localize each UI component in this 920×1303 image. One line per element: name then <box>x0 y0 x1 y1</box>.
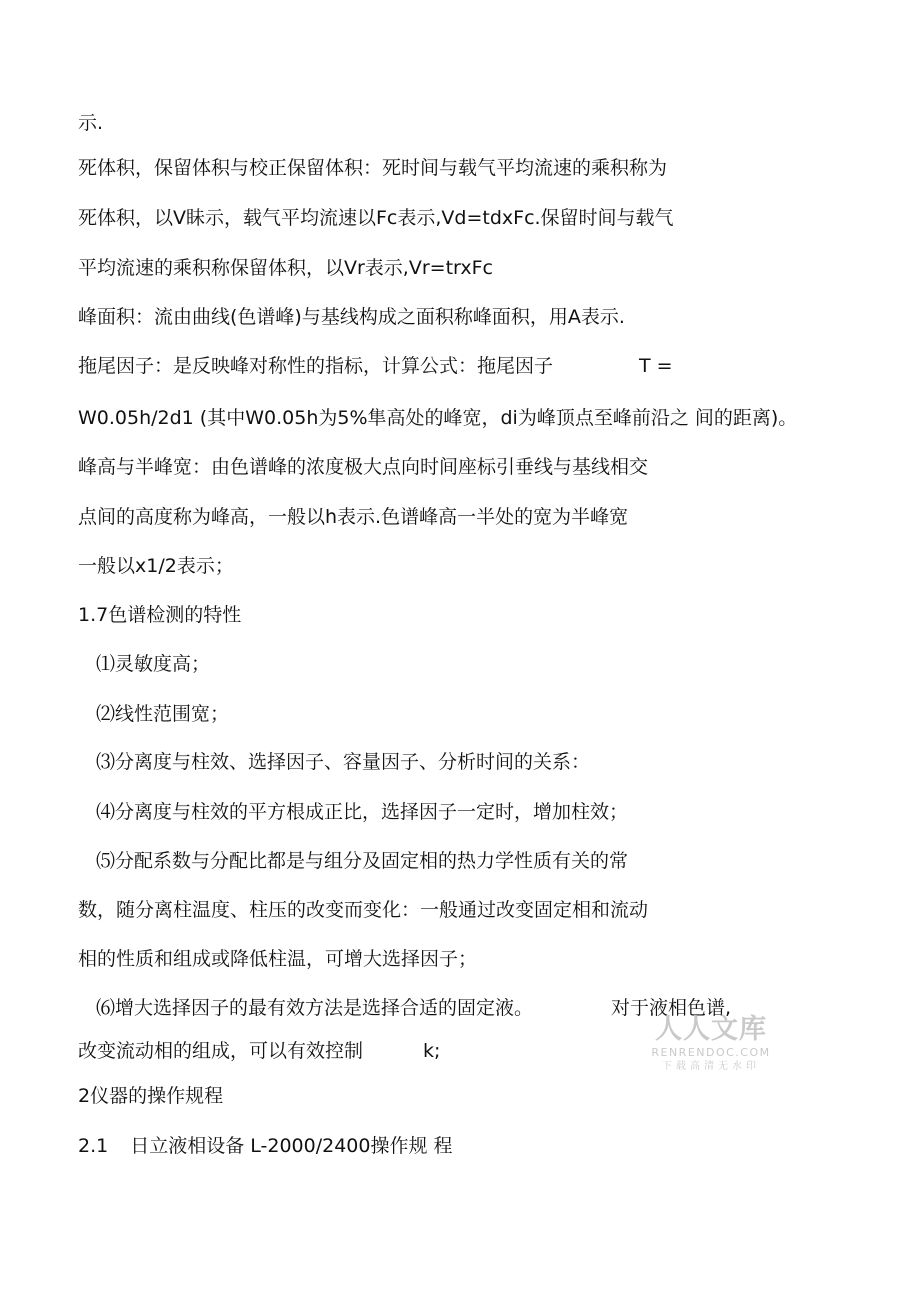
subsection-number: 2.1 <box>78 1135 109 1157</box>
list-item: ⑵线性范围宽； <box>96 703 230 725</box>
text-line: 峰高与半峰宽：由色谱峰的浓度极大点向时间座标引垂线与基线相交 <box>78 456 649 478</box>
watermark-url: RENRENDOC.COM <box>651 1046 771 1059</box>
watermark-subtitle: 下载高清无水印 <box>662 1061 760 1072</box>
list-item-text-continued: 对于液相色谱, <box>611 997 732 1019</box>
text-line: 示. <box>78 112 104 134</box>
text-line: 死体积，以V眛示，载气平均流速以Fc表示,Vd=tdxFc.保留时间与载气 <box>78 207 674 229</box>
list-item: ⑸分配系数与分配比都是与组分及固定相的热力学性质有关的常 <box>96 850 629 872</box>
text-line: W0.05h/2d1 (其中W0.05h为5%隼高处的峰宽，di为峰顶点至峰前沿之 间的距离)。 <box>78 407 798 429</box>
text-line <box>78 1039 440 1063</box>
section-heading: 1.7色谱检测的特性 <box>78 604 242 626</box>
symbol-k: k; <box>423 1040 441 1062</box>
text-line: 数，随分离柱温度、柱压的改变而变化：一般通过改变固定相和流动 <box>78 899 649 921</box>
text-line <box>78 354 673 378</box>
list-item: ⑶分离度与柱效、选择因子、容量因子、分析时间的关系： <box>96 751 591 773</box>
text-line: 平均流速的乘积称保留体积，以Vr表示,Vr=trxFc <box>78 257 493 279</box>
subsection-title: 日立液相设备 L-2000/2400操作规 程 <box>130 1135 453 1157</box>
list-item: ⑷分离度与柱效的平方根成正比，选择因子一定时，增加柱效； <box>96 801 629 823</box>
text-line: 相的性质和组成或降低柱温，可增大选择因子； <box>78 948 478 970</box>
subsection-heading <box>78 1134 453 1158</box>
list-item: ⑴灵敏度高； <box>96 653 211 675</box>
section-heading: 2仪器的操作规程 <box>78 1085 224 1107</box>
tailing-factor-label: 拖尾因子：是反映峰对称性的指标，计算公式：拖尾因子 <box>78 355 554 377</box>
tailing-factor-symbol: T = <box>639 355 673 377</box>
text-line: 死体积，保留体积与校正保留体积：死时间与载气平均流速的乘积称为 <box>78 157 668 179</box>
text-segment: 改变流动相的组成，可以有效控制 <box>78 1040 364 1062</box>
text-line: 点间的高度称为峰高，一般以h表示.色谱峰高一半处的宽为半峰宽 <box>78 506 629 528</box>
text-line: 峰面积：流由曲线(色谱峰)与基线构成之面积称峰面积，用A表示. <box>78 306 625 328</box>
watermark-logo <box>646 1014 776 1074</box>
list-item <box>96 996 731 1020</box>
list-item-text: ⑹增大选择因子的最有效方法是选择合适的固定液。 <box>96 997 534 1019</box>
watermark-brand: 人人文库 <box>655 1014 767 1045</box>
text-line: 一般以x1/2表示； <box>78 555 234 577</box>
